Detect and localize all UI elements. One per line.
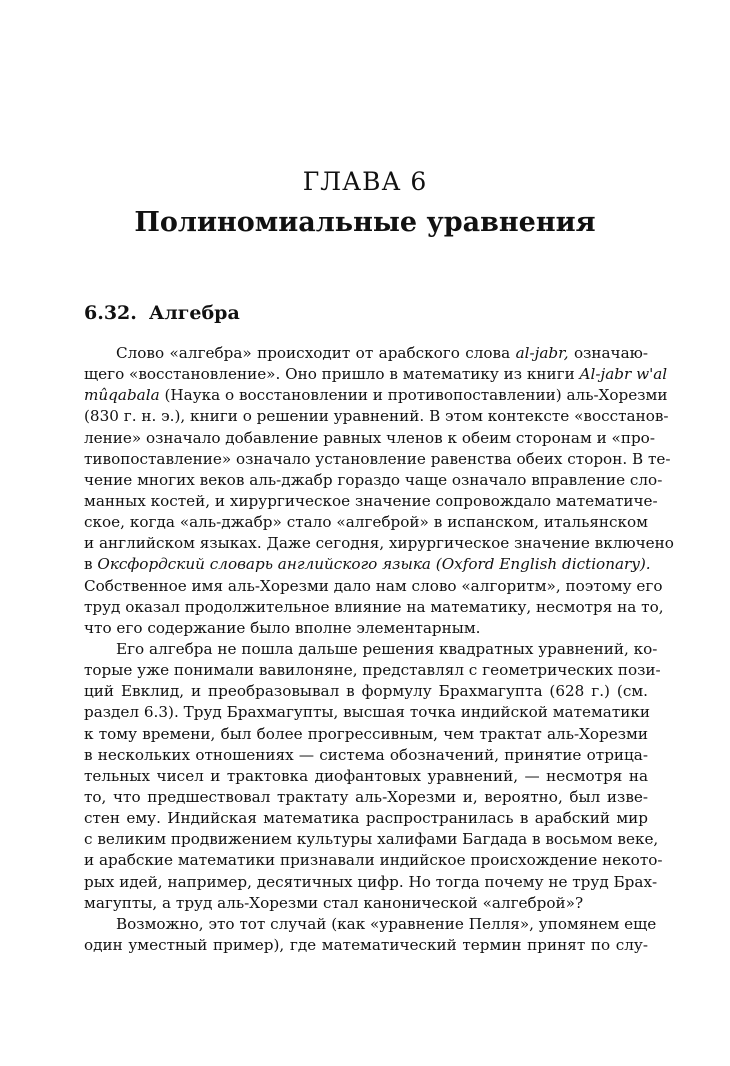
text-line (84, 935, 648, 956)
text-run: раздел 6.3). Труд Брахмагупты, высшая точка индийской математики (84, 703, 650, 722)
text-run: чение многих веков аль-джабр гораздо чаще означало вправление сло- (84, 470, 663, 489)
text-line (84, 428, 655, 449)
paragraph (84, 914, 657, 956)
text-run: ское, когда «аль-джабр» стало «алгеброй» в испанском, итальянском (84, 513, 648, 532)
text-run: (Наука о восстановлении и противопоставлении) аль-Хорезми (159, 386, 668, 405)
text-line (84, 808, 648, 829)
text-line (84, 745, 648, 766)
text-run: щего «восстановление». Оно пришло в математику из книги (84, 365, 580, 384)
section-heading (84, 300, 240, 326)
text-run: то, что предшествовал трактату аль-Хорезми и, вероятно, был изве- (84, 787, 648, 806)
text-line (84, 470, 663, 491)
text-line (84, 724, 648, 745)
text-run: Слово «алгебра» происходит от арабского слова (116, 344, 516, 362)
text-line (84, 914, 657, 935)
text-run: с великим продвижением культуры халифами Багдада в восьмом веке, (84, 830, 659, 849)
italic-text: al-jabr, (515, 344, 569, 362)
text-run: стен ему. Индийская математика распространилась в арабский мир (84, 809, 648, 828)
text-line (84, 533, 674, 554)
text-line (84, 343, 648, 364)
text-line (84, 449, 671, 470)
text-line (84, 893, 648, 914)
text-run: Собственное имя аль-Хорезми дало нам слово «алгоритм», поэтому его (84, 576, 663, 595)
text-line (84, 639, 658, 660)
body-text (84, 343, 674, 956)
text-run: торые уже понимали вавилоняне, представлял с геометрических пози- (84, 661, 661, 680)
text-line (84, 618, 648, 639)
text-run: в (84, 555, 98, 574)
text-run: к тому времени, был более прогрессивным, чем трактат аль-Хорезми (84, 724, 648, 743)
italic-text: Al-jabr w'al (579, 365, 668, 384)
text-line (84, 850, 663, 871)
text-run: Возможно, это тот случай (как «уравнение Пелля», упомянем еще (116, 914, 657, 933)
text-line (84, 597, 664, 618)
text-run: ций Евклид, и преобразовывал в формулу Брахмагупта (628 г.) (см. (84, 682, 648, 701)
text-run: в нескольких отношениях — система обозначений, принятие отрица- (84, 745, 648, 764)
text-run: и английском языках. Даже сегодня, хирургическое значение включено (84, 534, 674, 553)
section-number: 6.32. (84, 302, 137, 324)
text-line (84, 512, 648, 533)
text-line (84, 766, 648, 787)
text-run: тивопоставление» означало установление равенства обеих сторон. В те- (84, 449, 671, 468)
text-line (84, 576, 663, 597)
text-run: и арабские математики признавали индийское происхождение некото- (84, 851, 663, 870)
text-run: означаю- (568, 344, 648, 362)
text-line (84, 660, 661, 681)
text-line (84, 406, 669, 427)
text-run: манных костей, и хирургическое значение сопровождало математиче- (84, 491, 658, 510)
text-line (84, 829, 659, 850)
section-title: Алгебра (148, 302, 240, 324)
text-run: один уместный пример), где математический термин принят по слу- (84, 935, 648, 954)
paragraph (84, 639, 663, 914)
text-line (84, 872, 658, 893)
text-run: тельных чисел и трактовка диофантовых уравнений, — несмотря на (84, 766, 648, 785)
text-run: магупты, а труд аль-Хорезми стал канонической «алгеброй»? (84, 893, 584, 912)
chapter-title: Полиномиальные уравнения (134, 207, 596, 238)
italic-text: mûqabala (84, 386, 160, 405)
text-run: рых идей, например, десятичных цифр. Но тогда почему не труд Брах- (84, 872, 658, 891)
italic-text: Оксфордский словарь английского языка (Oxford English dictionary). (97, 555, 651, 574)
text-line (84, 787, 648, 808)
text-run: (830 г. н. э.), книги о решении уравнений. В этом контексте «восстанов- (84, 407, 669, 426)
text-line (84, 491, 658, 512)
text-run: Его алгебра не пошла дальше решения квадратных уравнений, ко- (116, 639, 658, 658)
text-run: труд оказал продолжительное влияние на математику, несмотря на то, (84, 597, 664, 616)
text-line (84, 702, 648, 723)
chapter-label: ГЛАВА 6 (302, 167, 428, 196)
text-line (84, 681, 648, 702)
text-line (84, 385, 668, 406)
paragraph (84, 343, 674, 639)
text-run: ление» означало добавление равных членов к обеим сторонам и «про- (84, 428, 655, 447)
text-run: что его содержание было вполне элементарным. (84, 618, 481, 637)
text-line (84, 554, 651, 575)
text-line (84, 364, 668, 385)
